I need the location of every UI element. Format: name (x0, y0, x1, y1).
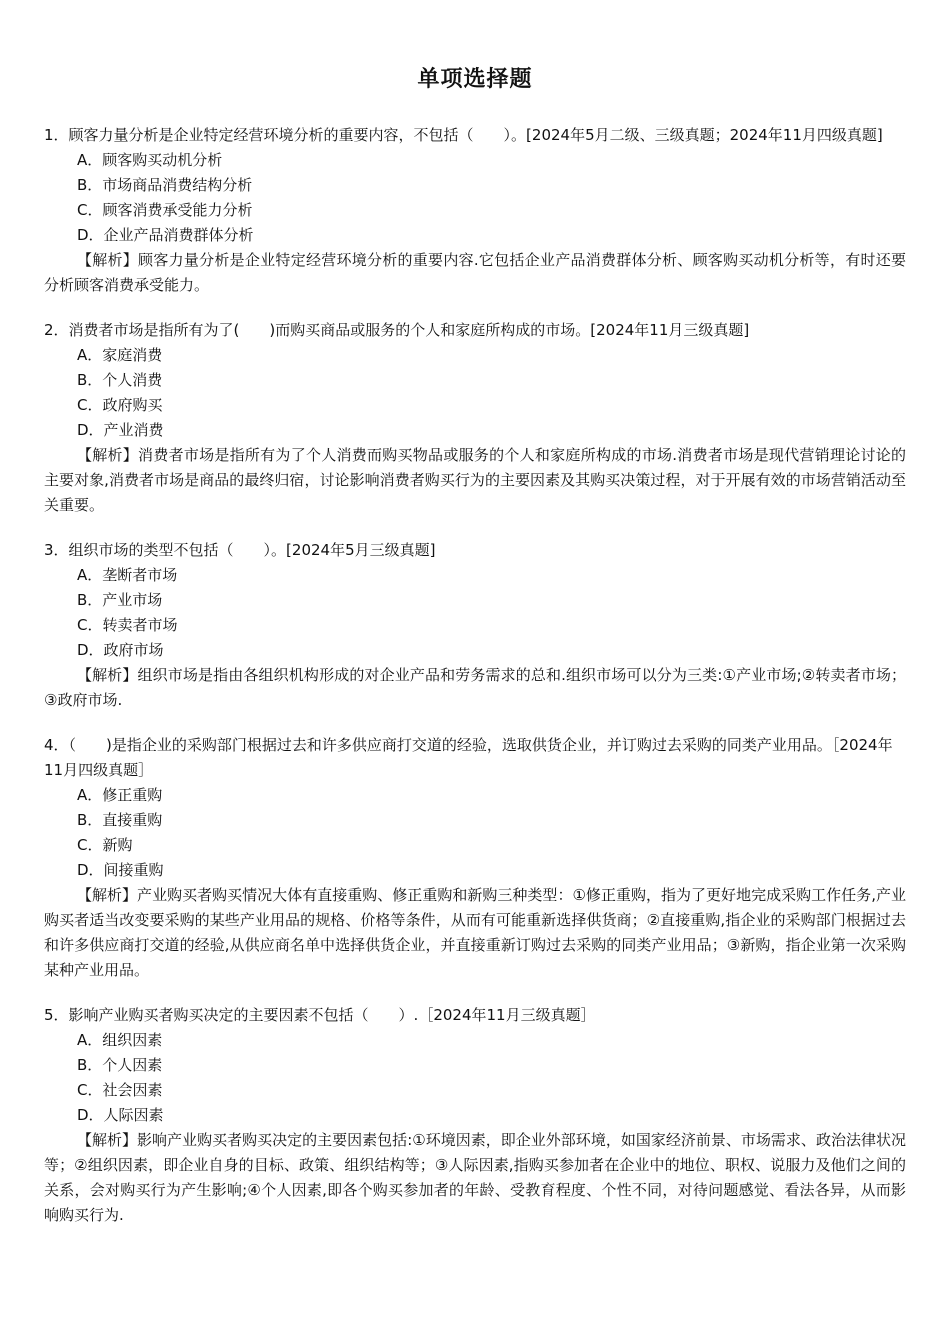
option-a: A．修正重购 (77, 786, 163, 804)
option-list (44, 1028, 906, 1128)
option-a: A．垄断者市场 (77, 566, 178, 584)
question-stem: 3．组织市场的类型不包括（ ）。[2024年5月三级真题] (44, 541, 436, 559)
question-5 (44, 1003, 906, 1228)
option-c: C．顾客消费承受能力分析 (77, 201, 253, 219)
option-c: C．政府购买 (77, 396, 163, 414)
question-stem: 1．顾客力量分析是企业特定经营环境分析的重要内容，不包括（ ）。[2024年5月二级、三级真题；2024年11月四级真题] (44, 126, 883, 144)
option-d: D．产业消费 (77, 421, 164, 439)
option-b: B．个人消费 (77, 371, 163, 389)
option-b: B．市场商品消费结构分析 (77, 176, 253, 194)
option-d: D．企业产品消费群体分析 (77, 226, 254, 244)
question-stem: 4．（ )是指企业的采购部门根据过去和许多供应商打交道的经验，选取供货企业，并订购过去采购的同类产业用品。［2024年11月四级真题］ (44, 736, 893, 779)
option-a: A．顾客购买动机分析 (77, 151, 223, 169)
analysis-text: 【解析】产业购买者购买情况大体有直接重购、修正重购和新购三种类型：①修正重购，指为了更好地完成采购工作任务,产业购买者适当改变要采购的某些产业用品的规格、价格等条件，从而有可能重新选择供货商；②直接重购,指企业的采购部门根据过去和许多供应商打交道的经验,从供应商名单中选择供货企业，并直接重新订购过去采购的同类产业用品；③新购，指企业第一次采购某种产业用品。 (44, 886, 906, 979)
analysis-text: 【解析】影响产业购买者购买决定的主要因素包括:①环境因素，即企业外部环境，如国家经济前景、市场需求、政治法律状况等；②组织因素，即企业自身的目标、政策、组织结构等；③人际因素,指购买参加者在企业中的地位、职权、说服力及他们之间的关系，会对购买行为产生影响;④个人因素,即各个购买参加者的年龄、受教育程度、个性不同，对待问题感觉、看法各异，从而影响购买行为. (44, 1131, 906, 1224)
option-b: B．产业市场 (77, 591, 163, 609)
option-c: C．转卖者市场 (77, 616, 178, 634)
analysis-text: 【解析】组织市场是指由各组织机构形成的对企业产品和劳务需求的总和.组织市场可以分为三类:①产业市场;②转卖者市场；③政府市场. (44, 666, 906, 709)
question-1 (44, 123, 906, 298)
page-title: 单项选择题 (417, 67, 533, 92)
option-list (44, 148, 906, 248)
option-list (44, 563, 906, 663)
question-2 (44, 318, 906, 518)
option-a: A．家庭消费 (77, 346, 163, 364)
option-list (44, 783, 906, 883)
option-d: D．人际因素 (77, 1106, 164, 1124)
option-a: A．组织因素 (77, 1031, 163, 1049)
option-c: C．新购 (77, 836, 133, 854)
analysis-text: 【解析】消费者市场是指所有为了个人消费而购买物品或服务的个人和家庭所构成的市场.消费者市场是现代营销理论讨论的主要对象,消费者市场是商品的最终归宿，讨论影响消费者购买行为的主要因素及其购买决策过程，对于开展有效的市场营销活动至关重要。 (44, 446, 906, 514)
option-d: D．政府市场 (77, 641, 164, 659)
analysis-text: 【解析】顾客力量分析是企业特定经营环境分析的重要内容.它包括企业产品消费群体分析、顾客购买动机分析等，有时还要分析顾客消费承受能力。 (44, 251, 906, 294)
option-b: B．个人因素 (77, 1056, 163, 1074)
option-b: B．直接重购 (77, 811, 163, 829)
option-d: D．间接重购 (77, 861, 164, 879)
option-c: C．社会因素 (77, 1081, 163, 1099)
option-list (44, 343, 906, 443)
question-3 (44, 538, 906, 713)
question-4 (44, 733, 906, 983)
question-stem: 2．消费者市场是指所有为了( )而购买商品或服务的个人和家庭所构成的市场。[2024年11月三级真题] (44, 321, 750, 339)
question-stem: 5．影响产业购买者购买决定的主要因素不包括（ ）.［2024年11月三级真题］ (44, 1006, 596, 1024)
